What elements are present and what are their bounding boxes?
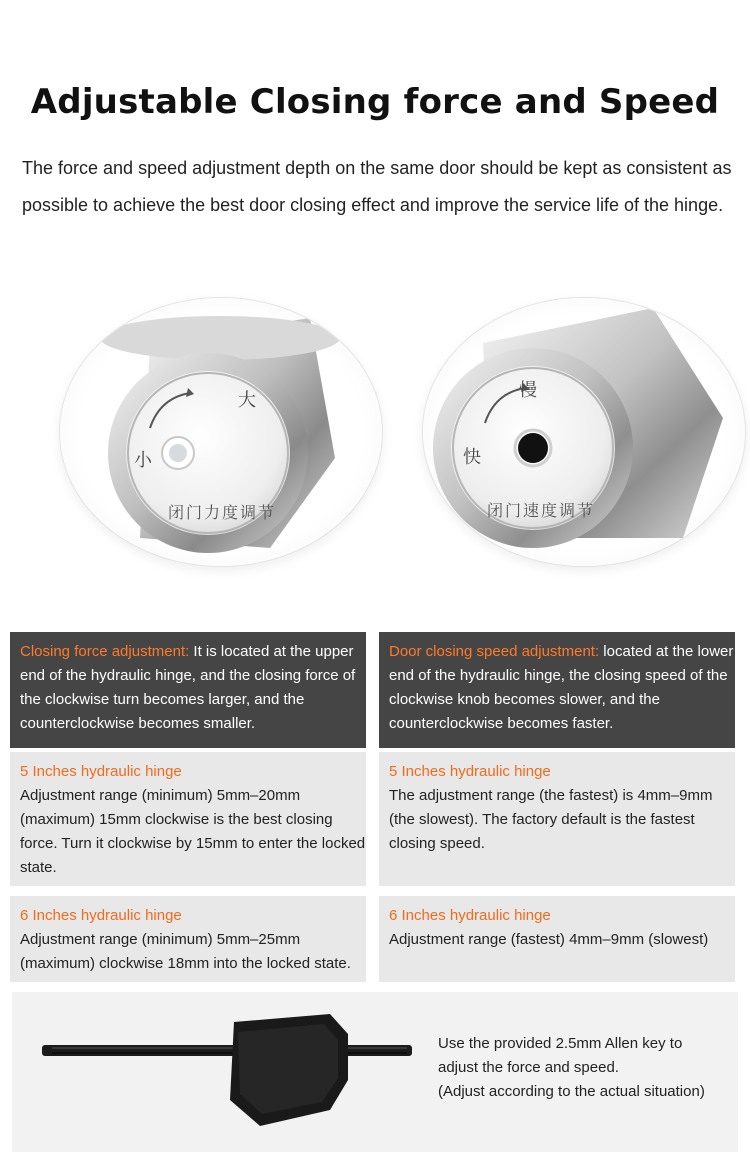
- closing-speed-panel: [379, 632, 735, 748]
- closing-force-title: Closing force adjustment:: [20, 643, 190, 660]
- closing-speed-title: Door closing speed adjustment:: [389, 643, 600, 660]
- left-knob-small-char: 小: [134, 450, 152, 471]
- speed-6inch-panel: [379, 896, 735, 982]
- left-knob-large-char: 大: [238, 390, 256, 411]
- allen-key-image: [12, 992, 432, 1152]
- left-knob-ring-text: 闭门力度调节: [168, 503, 277, 522]
- closing-force-panel: [10, 632, 366, 748]
- closing-force-description: It is located at the upper end of the hydraulic hinge, and the closing force of the clockwise turn becomes larger, and the counterclockwise becomes smaller.: [20, 643, 356, 732]
- closing-force-knob-photo: [60, 298, 382, 566]
- speed-6inch-title: 6 Inches hydraulic hinge: [389, 907, 551, 924]
- force-6inch-panel: [10, 896, 366, 982]
- right-knob-fast-char: 快: [463, 447, 481, 468]
- force-5inch-panel: [10, 752, 366, 886]
- force-5inch-title: 5 Inches hydraulic hinge: [20, 763, 182, 780]
- allen-key-line-1: Use the provided 2.5mm Allen key to: [438, 1035, 683, 1052]
- speed-6inch-text: Adjustment range (fastest) 4mm–9mm (slowest): [389, 931, 709, 948]
- force-6inch-title: 6 Inches hydraulic hinge: [20, 907, 182, 924]
- allen-key-note: [438, 1032, 705, 1104]
- intro-paragraph: The force and speed adjustment depth on the same door should be kept as consistent as possible to achieve the best door closing effect and improve the service life of the hinge.: [22, 158, 732, 215]
- allen-key-section: [12, 992, 738, 1152]
- force-5inch-text: Adjustment range (minimum) 5mm–20mm (maximum) 15mm clockwise is the best closing force. Turn it clockwise by 15mm to enter the locked state.: [20, 787, 366, 876]
- page-title: Adjustable Closing force and Speed: [30, 82, 720, 122]
- closing-speed-description: located at the lower end of the hydraulic hinge, the closing speed of the clockwise knob becomes slower, and the counterclockwise becomes faster.: [389, 643, 734, 732]
- speed-5inch-panel: [379, 752, 735, 886]
- closing-speed-knob-photo: [423, 298, 745, 566]
- right-knob-ring-text: 闭门速度调节: [487, 501, 596, 520]
- allen-key-line-3: (Adjust according to the actual situation): [438, 1083, 705, 1100]
- force-6inch-text: Adjustment range (minimum) 5mm–25mm (maximum) clockwise 18mm into the locked state.: [20, 931, 351, 972]
- speed-5inch-text: The adjustment range (the fastest) is 4mm–9mm (the slowest). The factory default is the fastest closing speed.: [389, 787, 713, 852]
- right-knob-slow-char: 慢: [519, 380, 537, 401]
- speed-5inch-title: 5 Inches hydraulic hinge: [389, 763, 551, 780]
- allen-key-line-2: adjust the force and speed.: [438, 1059, 619, 1076]
